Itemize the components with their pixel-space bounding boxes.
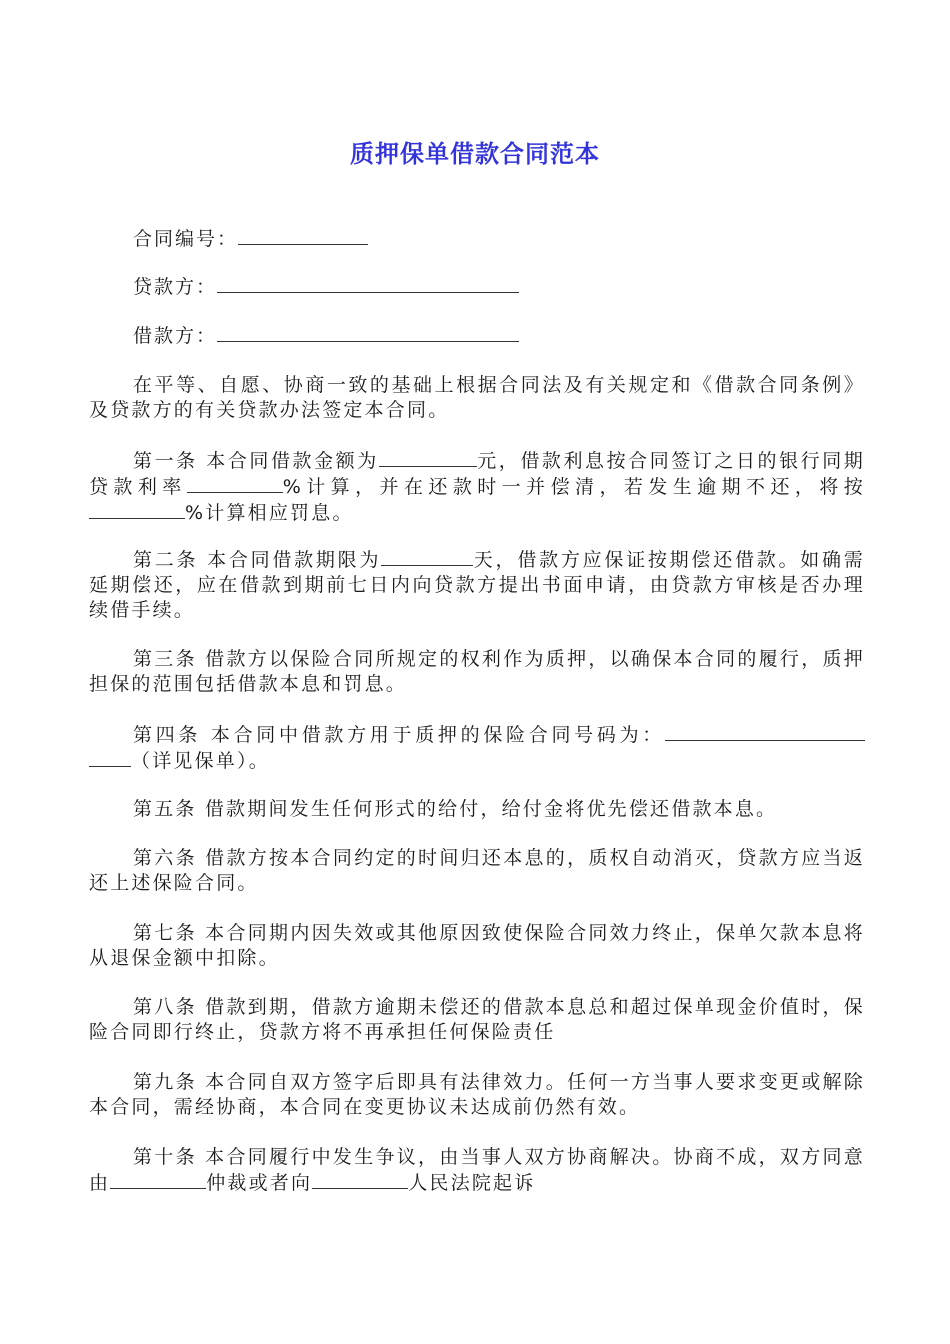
article-1-rate-blank	[187, 474, 283, 493]
article-2-text-b: 天，借款方应保证按期偿还借款。如确需延期偿还，应在借款到期前七日内向贷款方提出书面申请，由贷款方审核是否办理续借手续。	[89, 549, 865, 621]
article-8	[89, 995, 865, 1045]
article-4	[89, 722, 865, 774]
article-1-text-b: 元，借款利息按合同签订之日的银行同期贷款利率	[89, 450, 865, 498]
article-2-text-a: 第二条 本合同借款期限为	[133, 549, 382, 571]
article-9-text: 第九条 本合同自双方签字后即具有法律效力。任何一方当事人要求变更或解除本合同，需经协商，本合同在变更协议未达成前仍然有效。	[89, 1071, 865, 1118]
contract-number-label: 合同编号：	[133, 228, 239, 250]
intro-paragraph	[89, 373, 865, 423]
contract-number-field	[133, 226, 368, 252]
lender-field	[133, 274, 519, 300]
article-10-arbitration-blank	[110, 1170, 206, 1189]
article-3	[89, 647, 865, 697]
article-4-policy-blank-2	[89, 748, 131, 767]
article-10-court-blank	[312, 1170, 408, 1189]
article-4-text-a: 第四条 本合同中借款方用于质押的保险合同号码为：	[133, 724, 665, 746]
article-1	[89, 448, 865, 526]
article-7	[89, 921, 865, 971]
article-1-penalty-blank	[89, 500, 185, 519]
lender-blank	[217, 274, 519, 293]
borrower-label: 借款方：	[133, 325, 218, 347]
article-6-text: 第六条 借款方按本合同约定的时间归还本息的，质权自动消灭，贷款方应当返还上述保险合同。	[89, 847, 865, 894]
article-1-text-a: 第一条 本合同借款金额为	[133, 450, 379, 472]
article-10-text-a: 第十条 本合同履行中发生争议，由当事人双方协商解决。协商不成，双方同意由	[89, 1146, 865, 1194]
article-5	[89, 797, 865, 822]
article-8-text: 第八条 借款到期，借款方逾期未偿还的借款本息总和超过保单现金价值时，保险合同即行终止，贷款方将不再承担任何保险责任	[89, 996, 865, 1043]
article-1-text-d: %计算相应罚息。	[185, 502, 354, 524]
borrower-field	[133, 323, 519, 349]
article-2-days-blank	[381, 547, 473, 566]
article-2	[89, 547, 865, 623]
article-6	[89, 846, 865, 896]
document-title: 质押保单借款合同范本	[350, 140, 600, 168]
article-3-text: 第三条 借款方以保险合同所规定的权利作为质押，以确保本合同的履行，质押担保的范围包括借款本息和罚息。	[89, 648, 865, 695]
article-1-text-c: %计算，并在还款时一并偿清，若发生逾期不还，将按	[282, 476, 865, 498]
article-10	[89, 1145, 865, 1196]
intro-text: 在平等、自愿、协商一致的基础上根据合同法及有关规定和《借款合同条例》及贷款方的有关贷款办法签定本合同。	[89, 374, 865, 421]
borrower-blank	[217, 323, 519, 342]
contract-number-blank	[238, 226, 368, 245]
article-4-policy-blank-1	[665, 722, 865, 741]
article-5-text: 第五条 借款期间发生任何形式的给付，给付金将优先偿还借款本息。	[133, 798, 778, 820]
lender-label: 贷款方：	[133, 276, 218, 298]
article-10-text-b: 仲裁或者向	[206, 1172, 313, 1194]
article-10-text-c: 人民法院起诉	[408, 1172, 536, 1194]
article-4-text-b: （详见保单）。	[131, 750, 270, 772]
article-9	[89, 1070, 865, 1120]
article-7-text: 第七条 本合同期内因失效或其他原因致使保险合同效力终止，保单欠款本息将从退保金额中扣除。	[89, 922, 865, 969]
article-1-amount-blank	[379, 448, 477, 467]
